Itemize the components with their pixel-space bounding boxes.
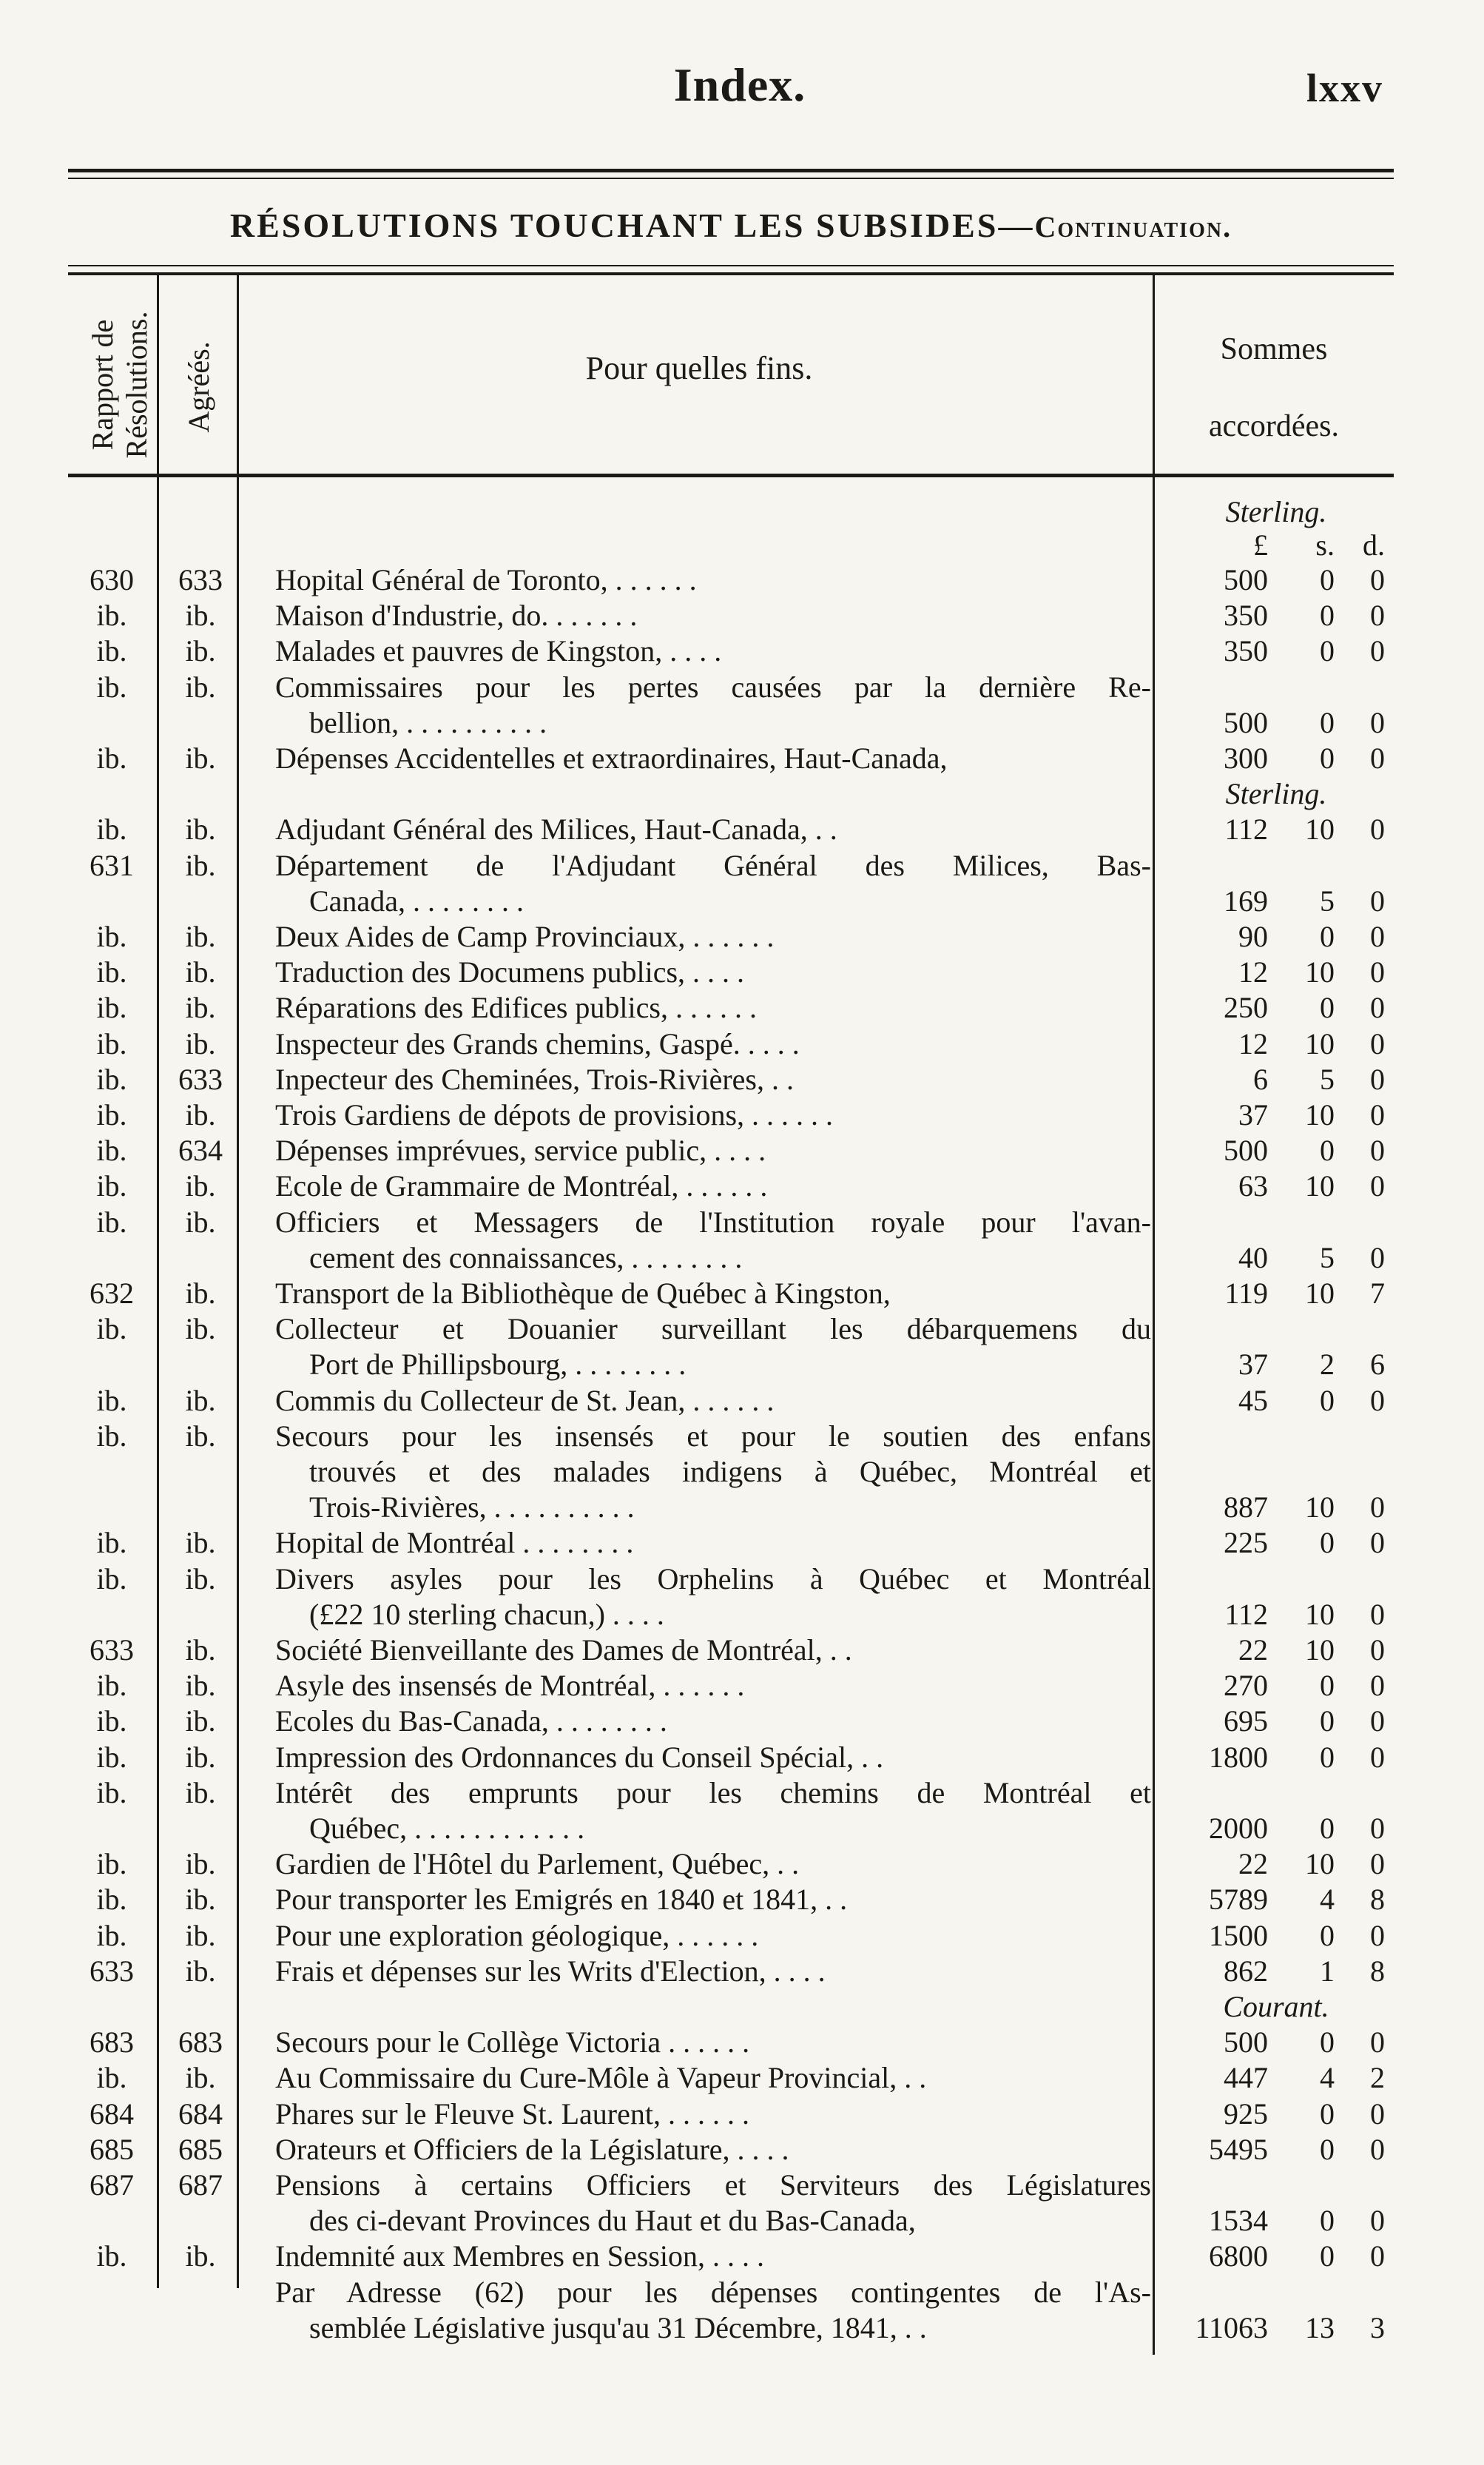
pounds-cell: 5789 — [1209, 1883, 1268, 1917]
rapport-cell: 685 — [90, 2132, 134, 2166]
rapport-cell: 631 — [90, 848, 134, 882]
pence-cell: 0 — [1370, 1669, 1385, 1703]
pence-cell: 0 — [1370, 1847, 1385, 1881]
rapport-cell: ib. — [96, 1918, 127, 1952]
pence-cell: 0 — [1370, 920, 1385, 953]
header-rule-top-thick — [68, 272, 1394, 275]
rapport-cell: ib. — [96, 2239, 127, 2273]
pounds-cell: 862 — [1224, 1954, 1268, 1988]
purpose-cell: Pour une exploration géologique, . . . . . . — [275, 1918, 759, 1952]
shillings-cell: 10 — [1305, 1098, 1335, 1131]
shillings-cell: 0 — [1320, 2204, 1335, 2238]
pence-cell: 0 — [1370, 1169, 1385, 1203]
pounds-cell: 22 — [1238, 1847, 1268, 1881]
shillings-cell: 5 — [1320, 1240, 1335, 1274]
pence-cell: 0 — [1370, 599, 1385, 633]
purpose-cell: Réparations des Edifices publics, . . . . . . — [275, 991, 757, 1025]
pence-cell: 0 — [1370, 1597, 1385, 1631]
shillings-cell: 0 — [1320, 1704, 1335, 1738]
pence-cell: 0 — [1370, 1526, 1385, 1560]
pence-cell: 0 — [1370, 1098, 1385, 1131]
rapport-cell: ib. — [96, 1098, 127, 1131]
rapport-cell: ib. — [96, 1312, 127, 1346]
purpose-cell: Secours pour le Collège Victoria . . . . . . — [275, 2025, 750, 2059]
rapport-cell: ib. — [96, 634, 127, 668]
pence-cell: 0 — [1370, 1490, 1385, 1524]
pence-cell: 0 — [1370, 741, 1385, 775]
shillings-cell: 0 — [1320, 991, 1335, 1025]
purpose-cell: Secours pour les insensés et pour le soutien des enfans — [275, 1419, 1151, 1453]
pence-cell: 0 — [1370, 884, 1385, 918]
purpose-cell: Deux Aides de Camp Provinciaux, . . . . . . — [275, 920, 775, 953]
pounds-cell: 12 — [1238, 1026, 1268, 1060]
agrees-cell: 633 — [178, 1062, 223, 1096]
shillings-cell: 10 — [1305, 1597, 1335, 1631]
pence-cell: 0 — [1370, 1704, 1385, 1738]
shillings-cell: 0 — [1320, 1918, 1335, 1952]
top-rule — [68, 169, 1394, 172]
section-title — [68, 206, 1394, 245]
rapport-cell: ib. — [96, 1740, 127, 1774]
rapport-cell: ib. — [96, 1561, 127, 1595]
purpose-cell: Orateurs et Officiers de la Législature, . . . . — [275, 2132, 789, 2166]
purpose-cell: Maison d'Industrie, do. . . . . . . — [275, 599, 638, 633]
pence-cell: 0 — [1370, 955, 1385, 989]
sommes-line-2: accordées. — [1208, 409, 1340, 443]
pounds-cell: 37 — [1238, 1348, 1268, 1382]
rapport-cell: ib. — [96, 1704, 127, 1738]
rapport-cell: ib. — [96, 1169, 127, 1203]
agrees-cell: 684 — [178, 2096, 223, 2131]
section-continuation: Continuation. — [1034, 210, 1232, 243]
purpose-cell: Inpecteur des Cheminées, Trois-Rivières, . . — [275, 1062, 794, 1096]
pounds-cell: 37 — [1238, 1098, 1268, 1131]
purpose-cell: Canada, . . . . . . . . — [309, 884, 524, 918]
agrees-cell: ib. — [185, 1098, 216, 1131]
purpose-cell: Adjudant Général des Milices, Haut-Canada, . . — [275, 813, 837, 847]
agrees-cell: ib. — [185, 813, 216, 847]
rapport-cell: ib. — [96, 1205, 127, 1239]
pounds-cell: 63 — [1238, 1169, 1268, 1203]
pence-cell: 0 — [1370, 2239, 1385, 2273]
purpose-cell: Au Commissaire du Cure-Môle à Vapeur Provincial, . . — [275, 2061, 927, 2095]
agrees-cell: ib. — [185, 1419, 216, 1453]
pence-cell: 0 — [1370, 813, 1385, 847]
agrees-cell: ib. — [185, 2239, 216, 2273]
agrees-cell: ib. — [185, 741, 216, 775]
pounds-cell: 500 — [1224, 2025, 1268, 2059]
rapport-cell: 683 — [90, 2025, 134, 2059]
pounds-cell: 6800 — [1209, 2239, 1268, 2273]
pence-cell: 7 — [1370, 1277, 1385, 1310]
pounds-cell: 6 — [1253, 1062, 1268, 1096]
pence-cell: 0 — [1370, 1383, 1385, 1417]
agrees-cell: ib. — [185, 1026, 216, 1060]
shillings-cell: 0 — [1320, 1669, 1335, 1703]
shillings-cell: 0 — [1320, 741, 1335, 775]
rapport-cell: 632 — [90, 1277, 134, 1310]
agrees-cell: ib. — [185, 848, 216, 882]
column-divider-3 — [1153, 275, 1155, 2355]
shillings-header: s. — [1315, 528, 1335, 562]
pounds-cell: 695 — [1224, 1704, 1268, 1738]
purpose-cell: Département de l'Adjudant Général des Milices, Bas- — [275, 848, 1151, 882]
pounds-cell: 112 — [1224, 1597, 1268, 1631]
shillings-cell: 0 — [1320, 599, 1335, 633]
shillings-cell: 0 — [1320, 2025, 1335, 2059]
pence-cell: 6 — [1370, 1348, 1385, 1382]
pence-cell: 0 — [1370, 1918, 1385, 1952]
pounds-cell: 12 — [1238, 955, 1268, 989]
purpose-cell: Asyle des insensés de Montréal, . . . . . . — [275, 1669, 745, 1703]
purpose-cell: Trois Gardiens de dépots de provisions, . . . . . . — [275, 1098, 834, 1131]
purpose-cell: Divers asyles pour les Orphelins à Québec et Montréal — [275, 1561, 1151, 1595]
purpose-cell: Pensions à certains Officiers et Serviteurs des Législatures — [275, 2168, 1151, 2202]
rapport-cell: ib. — [96, 1134, 127, 1168]
sommes-line-1: Sommes — [1220, 332, 1328, 366]
top-rule-thin — [68, 178, 1394, 179]
agrees-cell: ib. — [185, 1775, 216, 1809]
purpose-cell: Frais et dépenses sur les Writs d'Election, . . . . — [275, 1954, 826, 1988]
currency-label: Sterling. — [1225, 495, 1327, 528]
shillings-cell: 10 — [1305, 1847, 1335, 1881]
agrees-cell: ib. — [185, 1277, 216, 1310]
purpose-cell: Collecteur et Douanier surveillant les débarquemens du — [275, 1312, 1151, 1346]
purpose-cell: Intérêt des emprunts pour les chemins de Montréal et — [275, 1775, 1151, 1809]
rapport-cell: ib. — [96, 1883, 127, 1917]
header-rule-bottom — [68, 474, 1394, 477]
pence-cell: 0 — [1370, 1240, 1385, 1274]
agrees-cell: ib. — [185, 1633, 216, 1667]
purpose-cell: Port de Phillipsbourg, . . . . . . . . — [309, 1348, 687, 1382]
purpose-cell: bellion, . . . . . . . . . . — [309, 705, 547, 739]
rapport-cell: ib. — [96, 1383, 127, 1417]
pounds-cell: 169 — [1224, 884, 1268, 918]
agrees-cell: ib. — [185, 1883, 216, 1917]
agrees-cell: ib. — [185, 1205, 216, 1239]
purpose-cell: Malades et pauvres de Kingston, . . . . — [275, 634, 722, 668]
agrees-cell: ib. — [185, 955, 216, 989]
rapport-cell: ib. — [96, 1775, 127, 1809]
rapport-cell: 633 — [90, 1954, 134, 1988]
pounds-cell: 5495 — [1209, 2132, 1268, 2166]
column-header-sommes — [1154, 311, 1394, 465]
shillings-cell: 10 — [1305, 1490, 1335, 1524]
column-divider-1 — [157, 275, 159, 2288]
pounds-cell: 112 — [1224, 813, 1268, 847]
pence-cell: 0 — [1370, 1134, 1385, 1168]
column-header-purpose: Pour quelles fins. — [585, 350, 813, 386]
agrees-cell: ib. — [185, 1669, 216, 1703]
pence-cell: 0 — [1370, 2025, 1385, 2059]
pence-cell: 0 — [1370, 1026, 1385, 1060]
purpose-cell: Hopital de Montréal . . . . . . . . — [275, 1526, 634, 1560]
agrees-cell: ib. — [185, 991, 216, 1025]
agrees-cell: 683 — [178, 2025, 223, 2059]
pounds-cell: 925 — [1224, 2096, 1268, 2131]
agrees-cell: ib. — [185, 1526, 216, 1560]
pounds-header: £ — [1253, 528, 1268, 562]
purpose-cell: Dépenses Accidentelles et extraordinaires, Haut-Canada, — [275, 741, 948, 775]
pence-cell: 0 — [1370, 2132, 1385, 2166]
pence-cell: 0 — [1370, 563, 1385, 596]
shillings-cell: 4 — [1320, 2061, 1335, 2095]
rapport-cell: ib. — [96, 1419, 127, 1453]
pounds-cell: 2000 — [1209, 1812, 1268, 1845]
rapport-line-1: Rapport de — [86, 319, 119, 451]
purpose-cell: Phares sur le Fleuve St. Laurent, . . . . . . — [275, 2096, 749, 2131]
column-divider-2 — [237, 275, 239, 2288]
agrees-cell: ib. — [185, 1918, 216, 1952]
shillings-cell: 0 — [1320, 920, 1335, 953]
agrees-cell: ib. — [185, 1383, 216, 1417]
shillings-cell: 10 — [1305, 955, 1335, 989]
purpose-cell: Pour transporter les Emigrés en 1840 et 1841, . . — [275, 1883, 848, 1917]
purpose-cell: Québec, . . . . . . . . . . . . — [309, 1812, 585, 1845]
rapport-cell: 687 — [90, 2168, 134, 2202]
header-rule-top — [68, 265, 1394, 266]
agrees-cell: ib. — [185, 1561, 216, 1595]
rapport-cell: ib. — [96, 1669, 127, 1703]
shillings-cell: 10 — [1305, 1633, 1335, 1667]
pence-cell: 0 — [1370, 991, 1385, 1025]
purpose-cell: semblée Législative jusqu'au 31 Décembre, 1841, . . — [309, 2310, 927, 2344]
purpose-cell: Commissaires pour les pertes causées par la dernière Re- — [275, 670, 1151, 704]
shillings-cell: 0 — [1320, 1526, 1335, 1560]
pounds-cell: 500 — [1224, 705, 1268, 739]
pounds-cell: 1534 — [1209, 2204, 1268, 2238]
page-number: lxxv — [1306, 66, 1383, 110]
pounds-cell: 270 — [1224, 1669, 1268, 1703]
currency-label: Sterling. — [1225, 777, 1327, 811]
pence-cell: 0 — [1370, 1812, 1385, 1845]
pounds-cell: 350 — [1224, 599, 1268, 633]
shillings-cell: 1 — [1320, 1954, 1335, 1988]
pence-cell: 0 — [1370, 2096, 1385, 2131]
agrees-cell: 633 — [178, 563, 223, 596]
pounds-cell: 447 — [1224, 2061, 1268, 2095]
pence-cell: 2 — [1370, 2061, 1385, 2095]
pounds-cell: 500 — [1224, 1134, 1268, 1168]
agrees-cell: ib. — [185, 1704, 216, 1738]
pence-cell: 8 — [1370, 1954, 1385, 1988]
purpose-cell: Impression des Ordonnances du Conseil Spécial, . . — [275, 1740, 884, 1774]
agrees-cell: ib. — [185, 1740, 216, 1774]
purpose-cell: trouvés et des malades indigens à Québec, Montréal et — [309, 1455, 1151, 1488]
rapport-cell: ib. — [96, 1526, 127, 1560]
agrees-cell: ib. — [185, 2061, 216, 2095]
shillings-cell: 2 — [1320, 1348, 1335, 1382]
purpose-cell: Transport de la Bibliothèque de Québec à Kingston, — [275, 1277, 891, 1310]
pence-cell: 0 — [1370, 1633, 1385, 1667]
agrees-cell: ib. — [185, 1847, 216, 1881]
shillings-cell: 10 — [1305, 1169, 1335, 1203]
rapport-cell: ib. — [96, 991, 127, 1025]
pounds-cell: 45 — [1238, 1383, 1268, 1417]
pounds-cell: 250 — [1224, 991, 1268, 1025]
pounds-cell: 350 — [1224, 634, 1268, 668]
purpose-cell: Par Adresse (62) pour les dépenses contingentes de l'As- — [275, 2275, 1151, 2309]
rapport-cell: ib. — [96, 1847, 127, 1881]
shillings-cell: 0 — [1320, 705, 1335, 739]
purpose-cell: cement des connaissances, . . . . . . . . — [309, 1240, 743, 1274]
rapport-cell: ib. — [96, 920, 127, 953]
shillings-cell: 5 — [1320, 1062, 1335, 1096]
agrees-cell: ib. — [185, 1312, 216, 1346]
pence-cell: 0 — [1370, 705, 1385, 739]
pounds-cell: 90 — [1238, 920, 1268, 953]
column-header-agrees: Agréés. — [182, 341, 215, 433]
shillings-cell: 0 — [1320, 2239, 1335, 2273]
rapport-cell: ib. — [96, 813, 127, 847]
shillings-cell: 13 — [1305, 2310, 1335, 2344]
shillings-cell: 4 — [1320, 1883, 1335, 1917]
purpose-cell: Dépenses imprévues, service public, . . . . — [275, 1134, 766, 1168]
rapport-cell: 684 — [90, 2096, 134, 2131]
pence-header: d. — [1363, 528, 1385, 562]
pence-cell: 3 — [1370, 2310, 1385, 2344]
agrees-cell: ib. — [185, 1954, 216, 1988]
shillings-cell: 0 — [1320, 1812, 1335, 1845]
agrees-cell: ib. — [185, 670, 216, 704]
pounds-cell: 1800 — [1209, 1740, 1268, 1774]
rapport-cell: 630 — [90, 563, 134, 596]
pence-cell: 0 — [1370, 1062, 1385, 1096]
shillings-cell: 10 — [1305, 813, 1335, 847]
purpose-cell: Ecole de Grammaire de Montréal, . . . . . . — [275, 1169, 768, 1203]
rapport-cell: ib. — [96, 599, 127, 633]
purpose-cell: Hopital Général de Toronto, . . . . . . — [275, 563, 697, 596]
agrees-cell: ib. — [185, 599, 216, 633]
page-title: Index. — [673, 58, 806, 111]
purpose-cell: Gardien de l'Hôtel du Parlement, Québec, . . — [275, 1847, 800, 1881]
pence-cell: 0 — [1370, 634, 1385, 668]
purpose-cell: Commis du Collecteur de St. Jean, . . . . . . — [275, 1383, 775, 1417]
purpose-cell: des ci-devant Provinces du Haut et du Bas-Canada, — [309, 2204, 916, 2238]
shillings-cell: 0 — [1320, 1383, 1335, 1417]
pounds-cell: 22 — [1238, 1633, 1268, 1667]
agrees-cell: 634 — [178, 1134, 223, 1168]
agrees-cell: ib. — [185, 634, 216, 668]
pence-cell: 8 — [1370, 1883, 1385, 1917]
purpose-cell: Traduction des Documens publics, . . . . — [275, 955, 745, 989]
pounds-cell: 119 — [1224, 1277, 1268, 1310]
pounds-cell: 11063 — [1195, 2310, 1268, 2344]
pence-cell: 0 — [1370, 1740, 1385, 1774]
pounds-cell: 500 — [1224, 563, 1268, 596]
purpose-cell: Société Bienveillante des Dames de Montréal, . . — [275, 1633, 852, 1667]
purpose-cell: Ecoles du Bas-Canada, . . . . . . . . — [275, 1704, 667, 1738]
pounds-cell: 300 — [1224, 741, 1268, 775]
shillings-cell: 10 — [1305, 1277, 1335, 1310]
purpose-cell: (£22 10 sterling chacun,) . . . . — [309, 1597, 664, 1631]
rapport-cell: 633 — [90, 1633, 134, 1667]
shillings-cell: 5 — [1320, 884, 1335, 918]
rapport-cell: ib. — [96, 670, 127, 704]
agrees-cell: ib. — [185, 920, 216, 953]
purpose-cell: Inspecteur des Grands chemins, Gaspé. . . . . — [275, 1026, 800, 1060]
column-header-rapport — [86, 303, 160, 466]
pounds-cell: 40 — [1238, 1240, 1268, 1274]
shillings-cell: 0 — [1320, 1134, 1335, 1168]
shillings-cell: 10 — [1305, 1026, 1335, 1060]
section-title-text: RÉSOLUTIONS TOUCHANT LES SUBSIDES— — [229, 206, 1035, 244]
pounds-cell: 1500 — [1209, 1918, 1268, 1952]
pounds-cell: 887 — [1224, 1490, 1268, 1524]
rapport-line-2: Résolutions. — [120, 311, 153, 459]
pounds-cell: 225 — [1224, 1526, 1268, 1560]
purpose-cell: Officiers et Messagers de l'Institution royale pour l'avan- — [275, 1205, 1151, 1239]
rapport-cell: ib. — [96, 741, 127, 775]
shillings-cell: 0 — [1320, 2132, 1335, 2166]
purpose-cell: Trois-Rivières, . . . . . . . . . . — [309, 1490, 635, 1524]
currency-label: Courant. — [1223, 1990, 1329, 2023]
agrees-cell: ib. — [185, 1169, 216, 1203]
shillings-cell: 0 — [1320, 2096, 1335, 2131]
pence-cell: 0 — [1370, 2204, 1385, 2238]
shillings-cell: 0 — [1320, 563, 1335, 596]
rapport-cell: ib. — [96, 1062, 127, 1096]
shillings-cell: 0 — [1320, 634, 1335, 668]
shillings-cell: 0 — [1320, 1740, 1335, 1774]
rapport-cell: ib. — [96, 2061, 127, 2095]
agrees-cell: 687 — [178, 2168, 223, 2202]
purpose-cell: Indemnité aux Membres en Session, . . . . — [275, 2239, 764, 2273]
agrees-cell: 685 — [178, 2132, 223, 2166]
rapport-cell: ib. — [96, 1026, 127, 1060]
rapport-cell: ib. — [96, 955, 127, 989]
